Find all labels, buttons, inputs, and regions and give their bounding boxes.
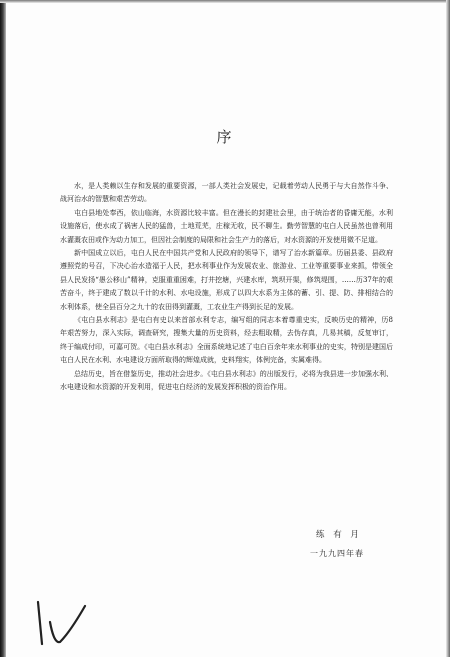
paragraph: 新中国成立以后，屯白人民在中国共产党和人民政府的领导下，谱写了治水新篇章。历届县委、县政府遵照党的号召，下决心治水造福于人民，把水利事业作为发展农业、旅游业、工业等重要事业来抓，带领全县人民发扬“愚公移山”精神，克服重重困难，打井挖塘，兴建水库，筑坝开渠，修筑堤围，……历37年的艰苦奋斗，终于建成了数以千计的水利、水电设施，形成了以四大水系为主体的蓄、引、提、防、排相结合的水利体系，使全县百分之九十的农田得到灌溉，工农业生产得到长足的发展。 — [60, 249, 393, 311]
paragraph: 屯白县地处奉西，依山临海，水资源比较丰富。但在漫长的封建社会里，由于统治者的昏庸无能，水利设施落后，使水成了祸害人民的猛兽，土地荒芜，庄稼无收，民不聊生。勤劳智慧的屯白人民虽然也曾利用水灌溉农田或作为动力加工，但因社会制度的局限和社会生产力的落后，对水资源的开发使用微不足道。 — [60, 208, 393, 244]
signature-name: 练 有 月 — [316, 530, 362, 540]
paragraph: 《屯白县水利志》是屯白有史以来首部水利专志，编写组的同志本着尊重史实，反映历史的精神，历8年艰苦努力，深入实际，调查研究，搜集大量的历史资料，经去粗取精，去伪存真，几易其稿，反复审订，终于编成付印，可嘉可贺。《屯白县水利志》全面系统地记述了屯白百余年来水利事业的史实，特别是建国后屯白人民在水利、水电建设方面所取得的辉煌成就，史料翔实，体例完备，实属难得。 — [60, 316, 393, 365]
preface-body — [60, 180, 393, 395]
scan-edge-top — [0, 0, 450, 3]
handwritten-mark — [30, 592, 100, 652]
scan-edge-right — [446, 0, 450, 657]
signature-date: 一九九四年春 — [310, 549, 364, 558]
paragraph: 水，是人类赖以生存和发展的重要资源，一部人类社会发展史，记载着劳动人民勇于与大自然作斗争、战河治水的智慧和艰苦劳动。 — [60, 182, 393, 204]
preface-title: 序 — [216, 128, 234, 146]
paragraph: 总结历史，旨在借鉴历史，推动社会进步。《屯白县水利志》的出版发行，必将为我县进一步加强水利、水电建设和水资源的开发利用，促进屯白经济的发展发挥积极的资治作用。 — [60, 369, 393, 392]
scan-edge-left — [0, 0, 6, 657]
